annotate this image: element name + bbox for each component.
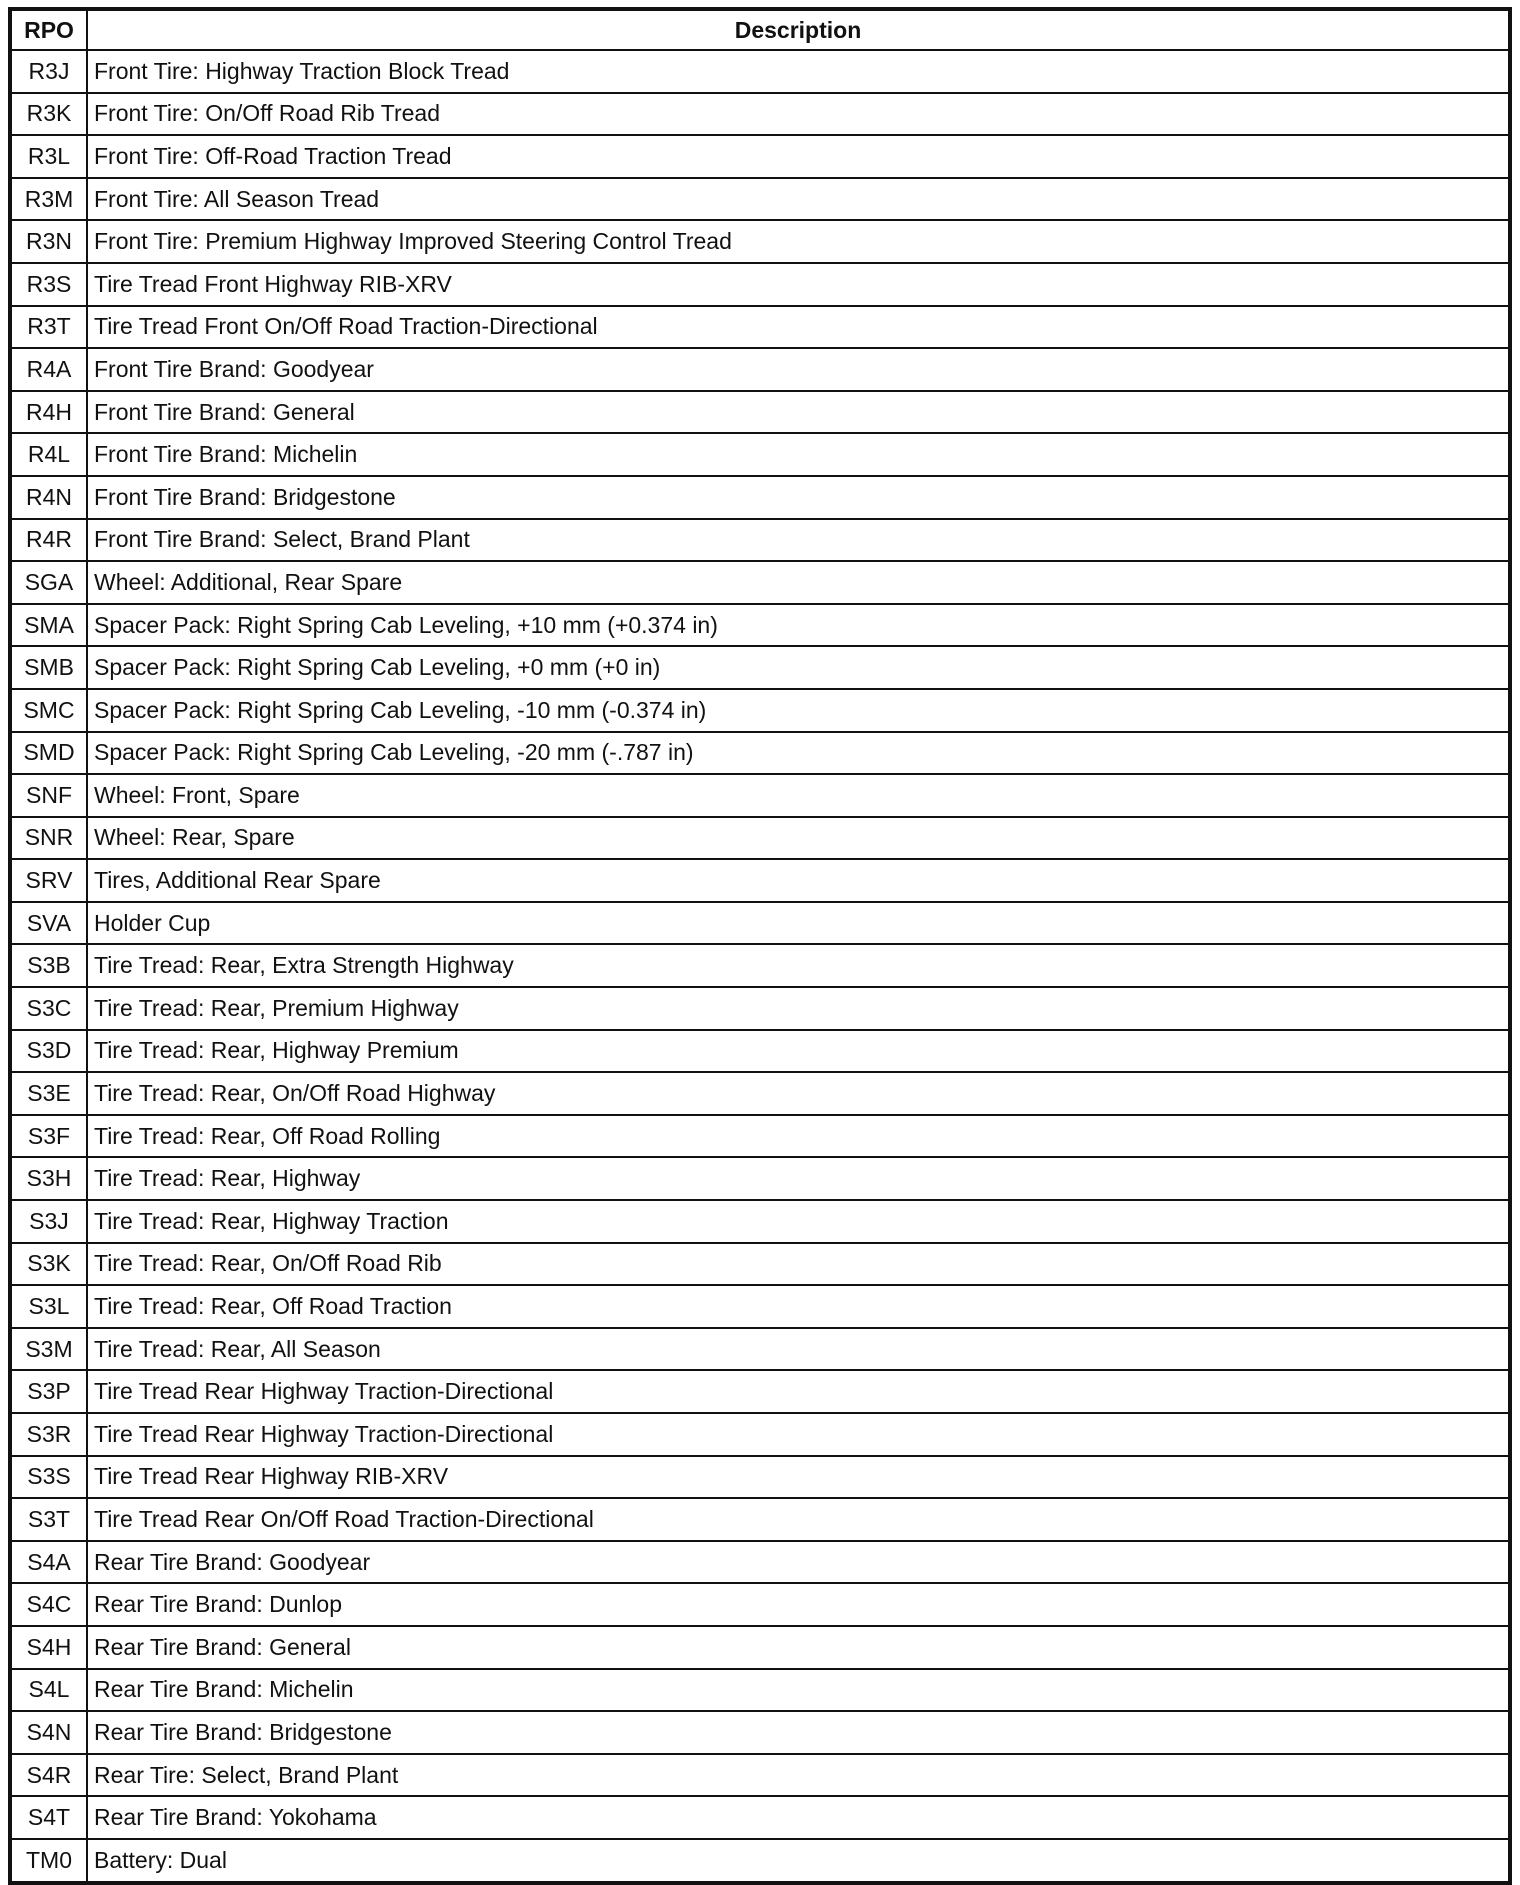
description-cell: Tire Tread: Rear, Extra Strength Highway [87, 944, 1510, 987]
description-cell: Front Tire Brand: Michelin [87, 433, 1510, 476]
table-row [10, 859, 1510, 902]
description-cell: Tires, Additional Rear Spare [87, 859, 1510, 902]
table-row [10, 93, 1510, 136]
table-row [10, 1626, 1510, 1669]
table-row [10, 348, 1510, 391]
table-row [10, 1072, 1510, 1115]
table-row [10, 689, 1510, 732]
description-cell: Rear Tire Brand: Goodyear [87, 1541, 1510, 1584]
rpo-code-cell: SMB [10, 646, 87, 689]
description-cell: Tire Tread: Rear, Off Road Rolling [87, 1115, 1510, 1158]
description-cell: Spacer Pack: Right Spring Cab Leveling, -10 mm (-0.374 in) [87, 689, 1510, 732]
rpo-code-cell: S3E [10, 1072, 87, 1115]
description-cell: Tire Tread: Rear, Highway Premium [87, 1030, 1510, 1073]
table-row [10, 817, 1510, 860]
description-cell: Tire Tread: Rear, Highway Traction [87, 1200, 1510, 1243]
rpo-code-cell: R4H [10, 391, 87, 434]
table-row [10, 604, 1510, 647]
description-cell: Front Tire: Premium Highway Improved Steering Control Tread [87, 220, 1510, 263]
description-cell: Front Tire Brand: General [87, 391, 1510, 434]
table-row [10, 391, 1510, 434]
rpo-code-cell: S3C [10, 987, 87, 1030]
rpo-table [8, 7, 1512, 1885]
description-cell: Battery: Dual [87, 1839, 1510, 1883]
rpo-code-cell: SMA [10, 604, 87, 647]
rpo-code-cell: SRV [10, 859, 87, 902]
document-page [8, 7, 1512, 1885]
table-row [10, 902, 1510, 945]
rpo-code-cell: S4A [10, 1541, 87, 1584]
rpo-code-cell: S3P [10, 1370, 87, 1413]
description-column-header: Description [87, 9, 1510, 50]
rpo-code-cell: R3K [10, 93, 87, 136]
rpo-code-cell: SNR [10, 817, 87, 860]
rpo-code-cell: S3D [10, 1030, 87, 1073]
rpo-code-cell: R3J [10, 50, 87, 93]
description-cell: Tire Tread: Rear, On/Off Road Rib [87, 1243, 1510, 1286]
table-row [10, 1754, 1510, 1797]
table-row [10, 1157, 1510, 1200]
rpo-code-cell: S3T [10, 1498, 87, 1541]
description-cell: Front Tire Brand: Select, Brand Plant [87, 519, 1510, 562]
description-cell: Front Tire: Highway Traction Block Tread [87, 50, 1510, 93]
description-cell: Rear Tire Brand: Dunlop [87, 1583, 1510, 1626]
table-row [10, 1498, 1510, 1541]
description-cell: Front Tire Brand: Bridgestone [87, 476, 1510, 519]
description-cell: Tire Tread Front Highway RIB-XRV [87, 263, 1510, 306]
table-row [10, 1115, 1510, 1158]
rpo-code-cell: R4L [10, 433, 87, 476]
rpo-code-cell: R4N [10, 476, 87, 519]
description-cell: Tire Tread Rear Highway Traction-Directional [87, 1370, 1510, 1413]
rpo-code-cell: S3L [10, 1285, 87, 1328]
description-cell: Rear Tire Brand: Bridgestone [87, 1711, 1510, 1754]
rpo-code-cell: S3F [10, 1115, 87, 1158]
description-cell: Spacer Pack: Right Spring Cab Leveling, -20 mm (-.787 in) [87, 732, 1510, 775]
rpo-code-cell: S3S [10, 1456, 87, 1499]
table-row [10, 774, 1510, 817]
rpo-code-cell: TM0 [10, 1839, 87, 1883]
table-row [10, 1285, 1510, 1328]
table-row [10, 987, 1510, 1030]
table-row [10, 646, 1510, 689]
description-cell: Rear Tire Brand: Michelin [87, 1669, 1510, 1712]
table-row [10, 476, 1510, 519]
description-cell: Tire Tread: Rear, On/Off Road Highway [87, 1072, 1510, 1115]
table-row [10, 1541, 1510, 1584]
table-row [10, 944, 1510, 987]
table-row [10, 433, 1510, 476]
description-cell: Rear Tire Brand: Yokohama [87, 1796, 1510, 1839]
rpo-code-cell: S4C [10, 1583, 87, 1626]
rpo-code-cell: S4T [10, 1796, 87, 1839]
rpo-code-cell: S4R [10, 1754, 87, 1797]
rpo-code-cell: S3R [10, 1413, 87, 1456]
rpo-code-cell: R3M [10, 178, 87, 221]
description-cell: Rear Tire Brand: General [87, 1626, 1510, 1669]
rpo-code-cell: SMC [10, 689, 87, 732]
table-row [10, 1370, 1510, 1413]
rpo-code-cell: SNF [10, 774, 87, 817]
description-cell: Holder Cup [87, 902, 1510, 945]
table-row [10, 220, 1510, 263]
table-row [10, 1669, 1510, 1712]
rpo-code-cell: R4A [10, 348, 87, 391]
description-cell: Tire Tread Rear Highway Traction-Directional [87, 1413, 1510, 1456]
table-header [10, 9, 1510, 50]
table-row [10, 1796, 1510, 1839]
table-row [10, 50, 1510, 93]
table-row [10, 263, 1510, 306]
rpo-code-cell: S3K [10, 1243, 87, 1286]
description-cell: Front Tire: Off-Road Traction Tread [87, 135, 1510, 178]
table-row [10, 1839, 1510, 1883]
description-cell: Tire Tread Rear On/Off Road Traction-Directional [87, 1498, 1510, 1541]
description-cell: Tire Tread: Rear, Highway [87, 1157, 1510, 1200]
description-cell: Tire Tread: Rear, Off Road Traction [87, 1285, 1510, 1328]
description-cell: Tire Tread: Rear, Premium Highway [87, 987, 1510, 1030]
table-row [10, 1030, 1510, 1073]
rpo-code-cell: SGA [10, 561, 87, 604]
table-row [10, 732, 1510, 775]
rpo-code-cell: R3L [10, 135, 87, 178]
description-cell: Spacer Pack: Right Spring Cab Leveling, +0 mm (+0 in) [87, 646, 1510, 689]
description-cell: Front Tire: All Season Tread [87, 178, 1510, 221]
table-row [10, 1456, 1510, 1499]
table-row [10, 1243, 1510, 1286]
rpo-code-cell: S4N [10, 1711, 87, 1754]
rpo-code-cell: S4L [10, 1669, 87, 1712]
table-row [10, 306, 1510, 349]
description-cell: Tire Tread Front On/Off Road Traction-Directional [87, 306, 1510, 349]
header-row [10, 9, 1510, 50]
rpo-code-cell: S3J [10, 1200, 87, 1243]
rpo-code-cell: S3M [10, 1328, 87, 1371]
table-row [10, 1328, 1510, 1371]
table-row [10, 519, 1510, 562]
table-row [10, 1413, 1510, 1456]
table-row [10, 1711, 1510, 1754]
rpo-code-cell: R3T [10, 306, 87, 349]
description-cell: Spacer Pack: Right Spring Cab Leveling, +10 mm (+0.374 in) [87, 604, 1510, 647]
table-body [10, 50, 1510, 1883]
rpo-code-cell: S3B [10, 944, 87, 987]
description-cell: Tire Tread: Rear, All Season [87, 1328, 1510, 1371]
description-cell: Front Tire: On/Off Road Rib Tread [87, 93, 1510, 136]
description-cell: Front Tire Brand: Goodyear [87, 348, 1510, 391]
rpo-code-cell: SVA [10, 902, 87, 945]
description-cell: Wheel: Front, Spare [87, 774, 1510, 817]
rpo-code-cell: SMD [10, 732, 87, 775]
description-cell: Rear Tire: Select, Brand Plant [87, 1754, 1510, 1797]
description-cell: Wheel: Rear, Spare [87, 817, 1510, 860]
rpo-code-cell: R3N [10, 220, 87, 263]
table-row [10, 1200, 1510, 1243]
table-row [10, 178, 1510, 221]
rpo-code-cell: S3H [10, 1157, 87, 1200]
table-row [10, 1583, 1510, 1626]
rpo-code-cell: R4R [10, 519, 87, 562]
description-cell: Wheel: Additional, Rear Spare [87, 561, 1510, 604]
rpo-code-cell: S4H [10, 1626, 87, 1669]
table-row [10, 135, 1510, 178]
rpo-code-cell: R3S [10, 263, 87, 306]
rpo-column-header: RPO [10, 9, 87, 50]
description-cell: Tire Tread Rear Highway RIB-XRV [87, 1456, 1510, 1499]
table-row [10, 561, 1510, 604]
